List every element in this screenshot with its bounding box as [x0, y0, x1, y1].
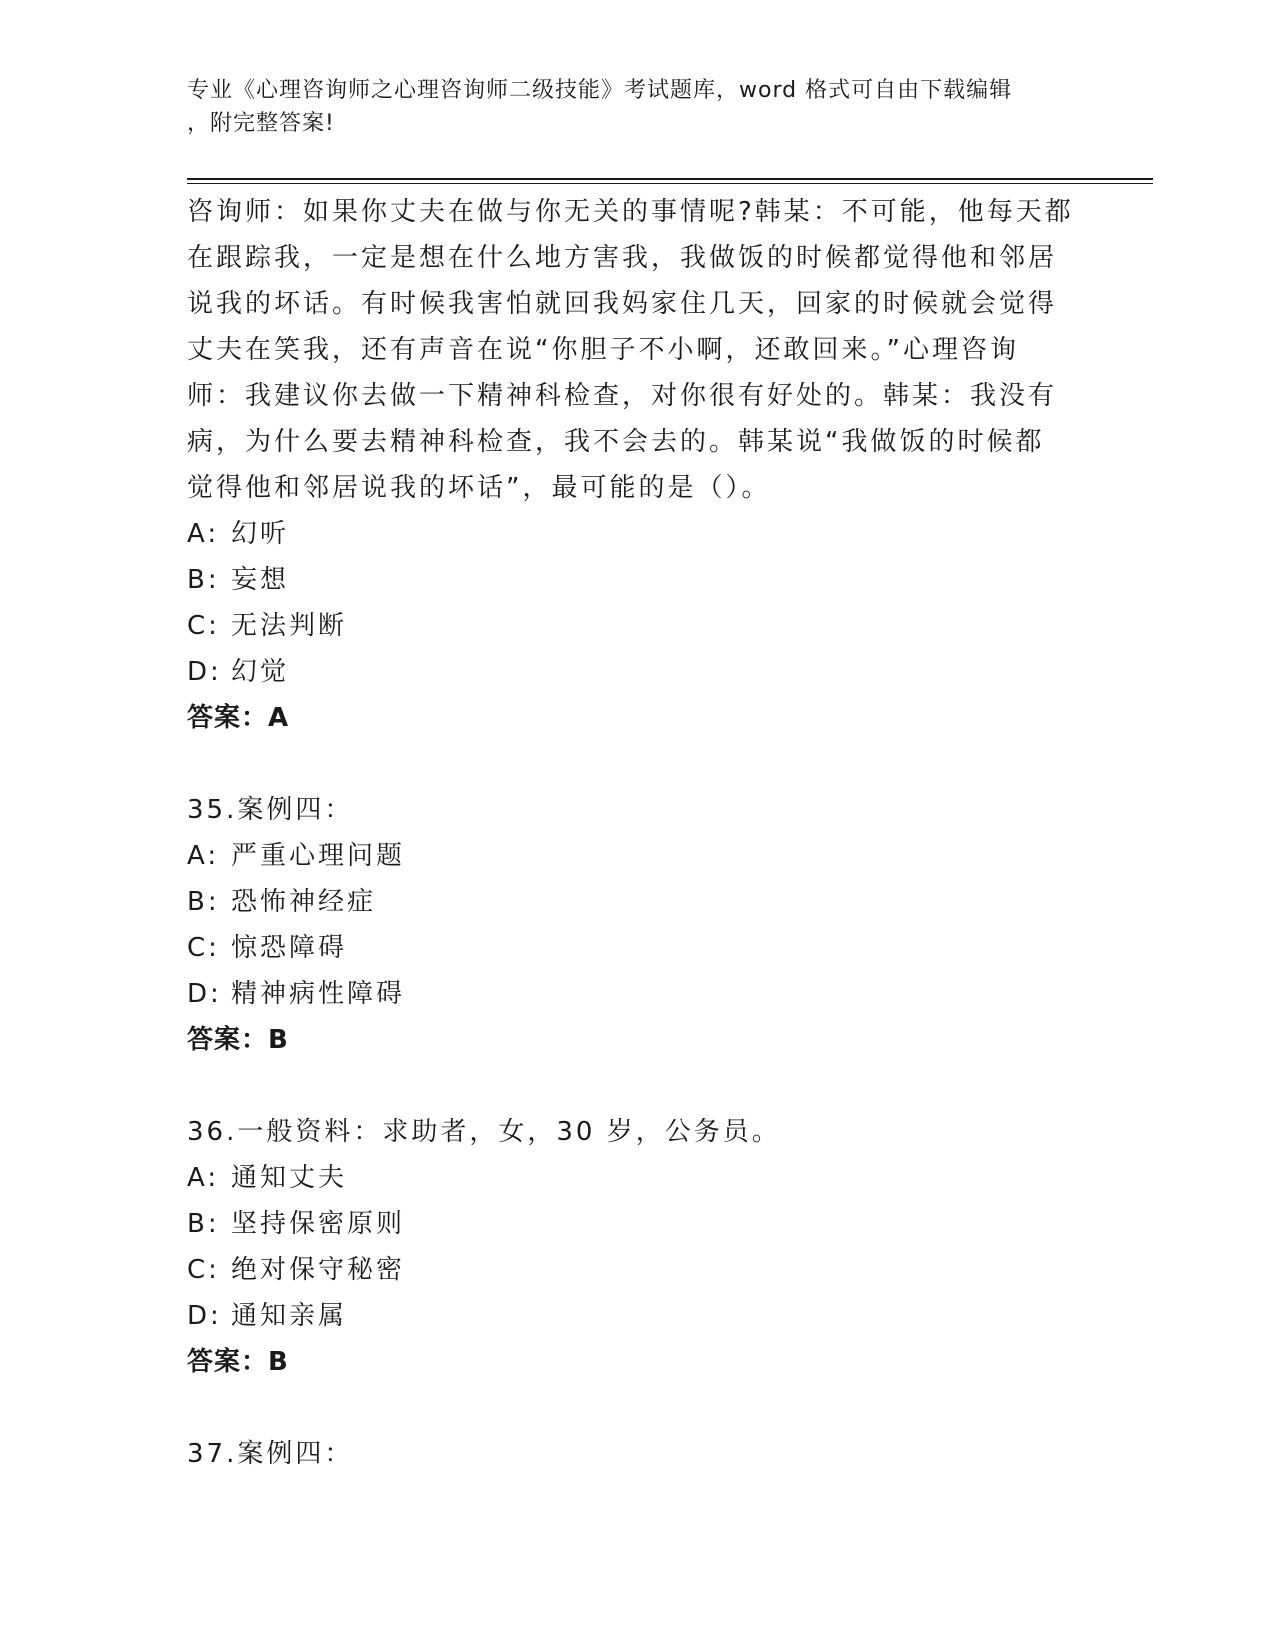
question-36-option-c	[187, 1247, 1087, 1293]
option-letter: D:	[187, 1301, 222, 1331]
question-35-option-d	[187, 971, 1087, 1017]
question-34-line-6: 病，为什么要去精神科检查，我不会去的。韩某说“我做饭的时候都	[187, 427, 1045, 457]
question-35-stem: 35.案例四：	[187, 795, 354, 825]
option-text: 通知亲属	[231, 1301, 348, 1331]
question-36-option-a	[187, 1155, 1087, 1201]
question-34	[187, 189, 1087, 741]
question-35	[187, 787, 1087, 1063]
header-line-2: ，附完整答案!	[187, 111, 335, 136]
question-36-option-b	[187, 1201, 1087, 1247]
option-letter: D:	[187, 979, 222, 1009]
option-text: 惊恐障碍	[231, 933, 348, 963]
spacer	[187, 1385, 1087, 1431]
option-letter: C:	[187, 611, 220, 641]
option-text: 精神病性障碍	[231, 979, 406, 1009]
header-rule	[187, 178, 1153, 180]
question-34-line-2: 在跟踪我，一定是想在什么地方害我，我做饭的时候都觉得他和邻居	[187, 243, 1058, 273]
document-body	[187, 189, 1087, 1477]
spacer	[187, 1063, 1087, 1109]
question-36	[187, 1109, 1087, 1385]
option-text: 恐怖神经症	[231, 887, 377, 917]
option-letter: B:	[187, 1209, 220, 1239]
question-34-line-3: 说我的坏话。有时候我害怕就回我妈家住几天，回家的时候就会觉得	[187, 289, 1058, 319]
question-35-option-c	[187, 925, 1087, 971]
option-text: 坚持保密原则	[231, 1209, 406, 1239]
option-letter: A:	[187, 519, 220, 549]
question-34-answer: 答案：A	[187, 703, 290, 733]
option-text: 幻觉	[231, 657, 290, 687]
question-34-option-c	[187, 603, 1087, 649]
spacer	[187, 741, 1087, 787]
option-letter: A:	[187, 841, 220, 871]
option-letter: A:	[187, 1163, 220, 1193]
option-letter: B:	[187, 887, 220, 917]
question-34-option-a	[187, 511, 1087, 557]
option-text: 绝对保守秘密	[231, 1255, 406, 1285]
question-36-option-d	[187, 1293, 1087, 1339]
question-35-answer: 答案：B	[187, 1025, 289, 1055]
question-34-line-5: 师：我建议你去做一下精神科检查，对你很有好处的。韩某：我没有	[187, 381, 1058, 411]
question-35-option-b	[187, 879, 1087, 925]
question-34-option-b	[187, 557, 1087, 603]
option-letter: B:	[187, 565, 220, 595]
question-37-stem: 37.案例四：	[187, 1439, 354, 1469]
header-rule-thin	[187, 183, 1153, 184]
header-line-1: 专业《心理咨询师之心理咨询师二级技能》考试题库，word 格式可自由下载编辑	[187, 78, 1013, 103]
option-text: 幻听	[231, 519, 290, 549]
question-35-option-a	[187, 833, 1087, 879]
question-36-answer: 答案：B	[187, 1347, 289, 1377]
question-34-option-d	[187, 649, 1087, 695]
option-text: 严重心理问题	[231, 841, 406, 871]
question-34-line-7: 觉得他和邻居说我的坏话”，最可能的是（）。	[187, 473, 771, 503]
question-37	[187, 1431, 1087, 1477]
question-34-line-4: 丈夫在笑我，还有声音在说“你胆子不小啊，还敢回来。”心理咨询	[187, 335, 1019, 365]
question-34-line-1: 咨询师：如果你丈夫在做与你无关的事情呢?韩某：不可能，他每天都	[187, 197, 1074, 227]
option-letter: C:	[187, 933, 220, 963]
option-text: 无法判断	[231, 611, 348, 641]
option-text: 通知丈夫	[231, 1163, 348, 1193]
document-header	[187, 74, 1067, 140]
question-36-stem: 36.一般资料：求助者，女，30 岁，公务员。	[187, 1117, 781, 1147]
option-letter: D:	[187, 657, 222, 687]
option-letter: C:	[187, 1255, 220, 1285]
option-text: 妄想	[231, 565, 290, 595]
